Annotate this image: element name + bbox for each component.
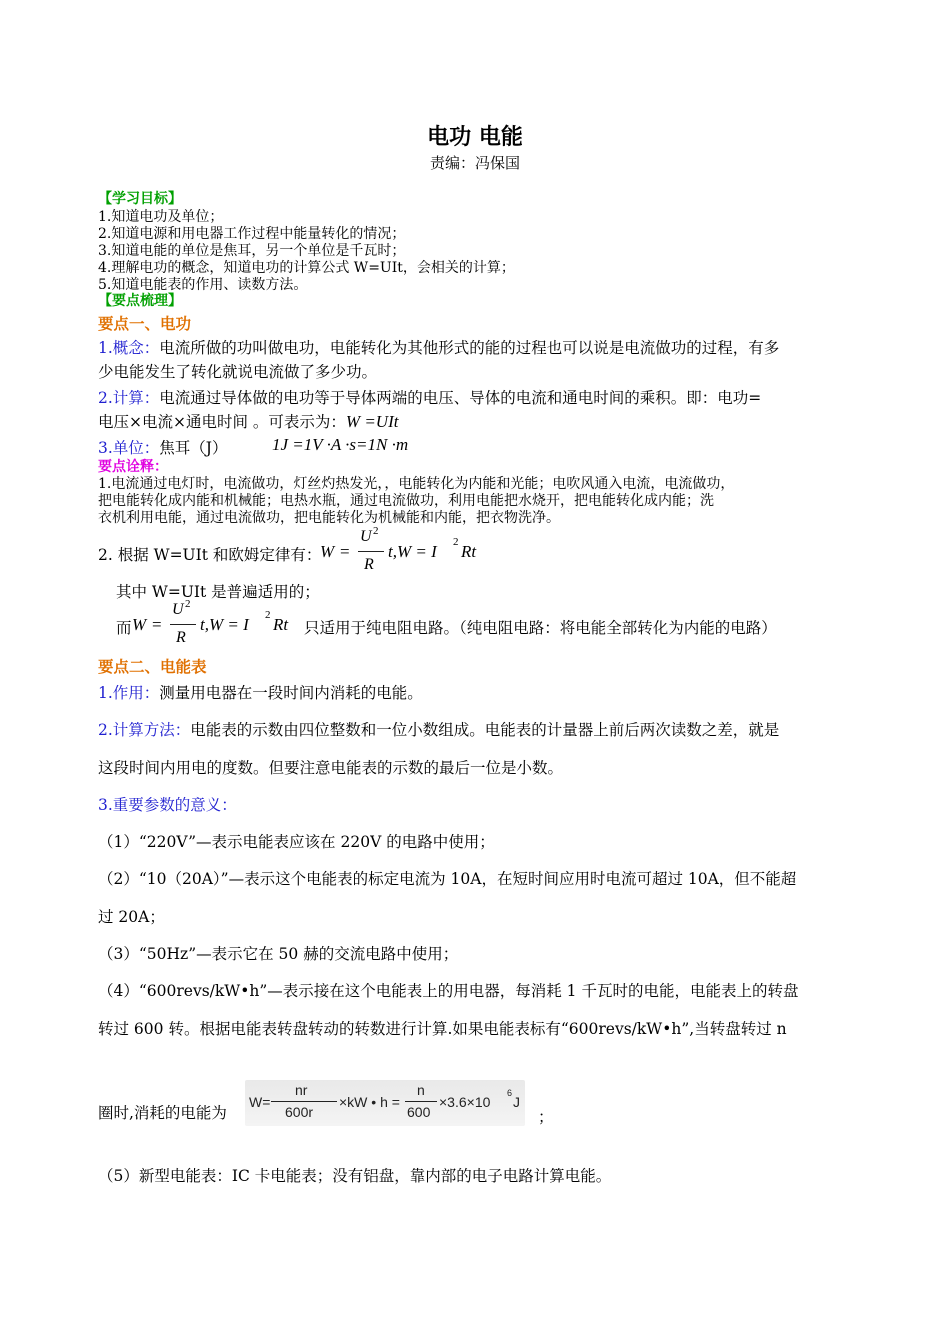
calc-text: 电流通过导体做的电功等于导体两端的电压、导体的电流和通电时间的乘积。即：电功= (159, 389, 762, 407)
note1-line: 把电能转化成内能和机械能；电热水瓶，通过电流做功，利用电能把水烧开，把电能转化成内能；洗 (98, 493, 714, 509)
use-line (98, 681, 423, 703)
note2-and: 而 (116, 619, 132, 637)
ohm-formula: W = U 2 R t,W = I 2 Rt (320, 525, 477, 573)
unit-line (98, 436, 228, 458)
param-item: （4）“600revs/kW•h”—表示接在这个电能表上的用电器，每消耗 1 千瓦时的电能，电能表上的转盘 (98, 982, 799, 1000)
summary-heading: 【要点梳理】 (98, 293, 182, 309)
use-label: 1.作用： (98, 684, 160, 702)
energy-formula-image: W= nr 600r ×kW • h = n 600 ×3.6×10 6 J (245, 1080, 525, 1126)
calc-line-2 (98, 410, 398, 432)
unit-label: 3.单位： (98, 439, 160, 457)
use-text: 测量用电器在一段时间内消耗的电能。 (159, 684, 423, 702)
meter-calc-line-2: 这段时间内用电的度数。但要注意电能表的示数的最后一位是小数。 (98, 759, 564, 777)
param-item: 过 20A； (98, 908, 165, 926)
params-label: 3.重要参数的意义： (98, 796, 237, 814)
concept-line (98, 336, 779, 358)
point1-heading: 要点一、电功 (98, 314, 192, 333)
param-item: （3）“50Hz”—表示它在 50 赫的交流电路中使用； (98, 945, 459, 963)
param-item: （2）“10（20A）”—表示这个电能表的标定电流为 10A，在短时间应用时电流可超过 10A，但不能超 (98, 870, 797, 888)
meter-calc-line (98, 718, 779, 740)
ohm-formula-2: W = U 2 R t,W = I 2 Rt (132, 598, 289, 646)
objective-item: 2.知道电源和用电器工作过程中能量转化的情况； (98, 226, 406, 242)
note2-prefix: 2. 根据 W=UIt 和欧姆定律有： (98, 546, 322, 564)
concept-text: 电流所做的功叫做电功，电能转化为其他形式的能的过程也可以说是电流做功的过程，有多 (159, 339, 780, 357)
objective-item: 5.知道电能表的作用、读数方法。 (98, 277, 308, 293)
calc-label: 2.计算： (98, 389, 160, 407)
notes-heading: 要点诠释： (98, 459, 168, 475)
unit-text: 焦耳（J） (159, 439, 228, 457)
concept-line-2: 少电能发生了转化就说电流做了多少功。 (98, 363, 378, 381)
note1-line: 衣机利用电能，通过电流做功，把电能转化为机械能和内能，把衣物洗净。 (98, 510, 560, 526)
formula-end-mark: ； (538, 1108, 554, 1126)
note1-line: 1.电流通过电灯时，电流做功，灯丝灼热发光，，电能转化为内能和光能；电吹风通入电流，电流做功， (98, 476, 735, 492)
concept-label: 1.概念： (98, 339, 160, 357)
param-item: （1）“220V”—表示电能表应该在 220V 的电路中使用； (98, 833, 495, 851)
meter-calc-label: 2.计算方法： (98, 721, 191, 739)
editor-credit: 责编：冯保国 (429, 154, 520, 172)
calc-text-2: 电压×电流×通电时间 。可表示为： (98, 413, 346, 431)
objective-item: 4.理解电功的概念，知道电功的计算公式 W=UIt，会相关的计算； (98, 260, 515, 276)
unit-formula: 1J =1V ·A ·s=1N ·m (272, 435, 409, 454)
objective-item: 1.知道电功及单位； (98, 209, 224, 225)
param-item: 圈时,消耗的电能为 (98, 1104, 227, 1122)
objective-item: 3.知道电能的单位是焦耳，另一个单位是千瓦时； (98, 243, 406, 259)
work-formula: W =UIt (345, 412, 399, 431)
param-item: 转过 600 转。根据电能表转盘转动的转数进行计算.如果电能表标有“600revs/kW•h”,当转盘转过 n (98, 1020, 787, 1038)
point2-heading: 要点二、电能表 (98, 657, 207, 676)
page-title: 电功 电能 (427, 125, 523, 150)
calc-line (98, 386, 761, 408)
meter-calc-text: 电能表的示数由四位整数和一位小数组成。电能表的计量器上前后两次读数之差，就是 (190, 721, 780, 739)
param-item: （5）新型电能表：IC 卡电能表；没有铝盘，靠内部的电子电路计算电能。 (98, 1167, 612, 1185)
note2-only: 只适用于纯电阻电路。（纯电阻电路：将电能全部转化为内能的电路） (304, 619, 777, 637)
objectives-heading: 【学习目标】 (98, 191, 182, 207)
note2-general: 其中 W=UIt 是普遍适用的； (116, 583, 320, 601)
